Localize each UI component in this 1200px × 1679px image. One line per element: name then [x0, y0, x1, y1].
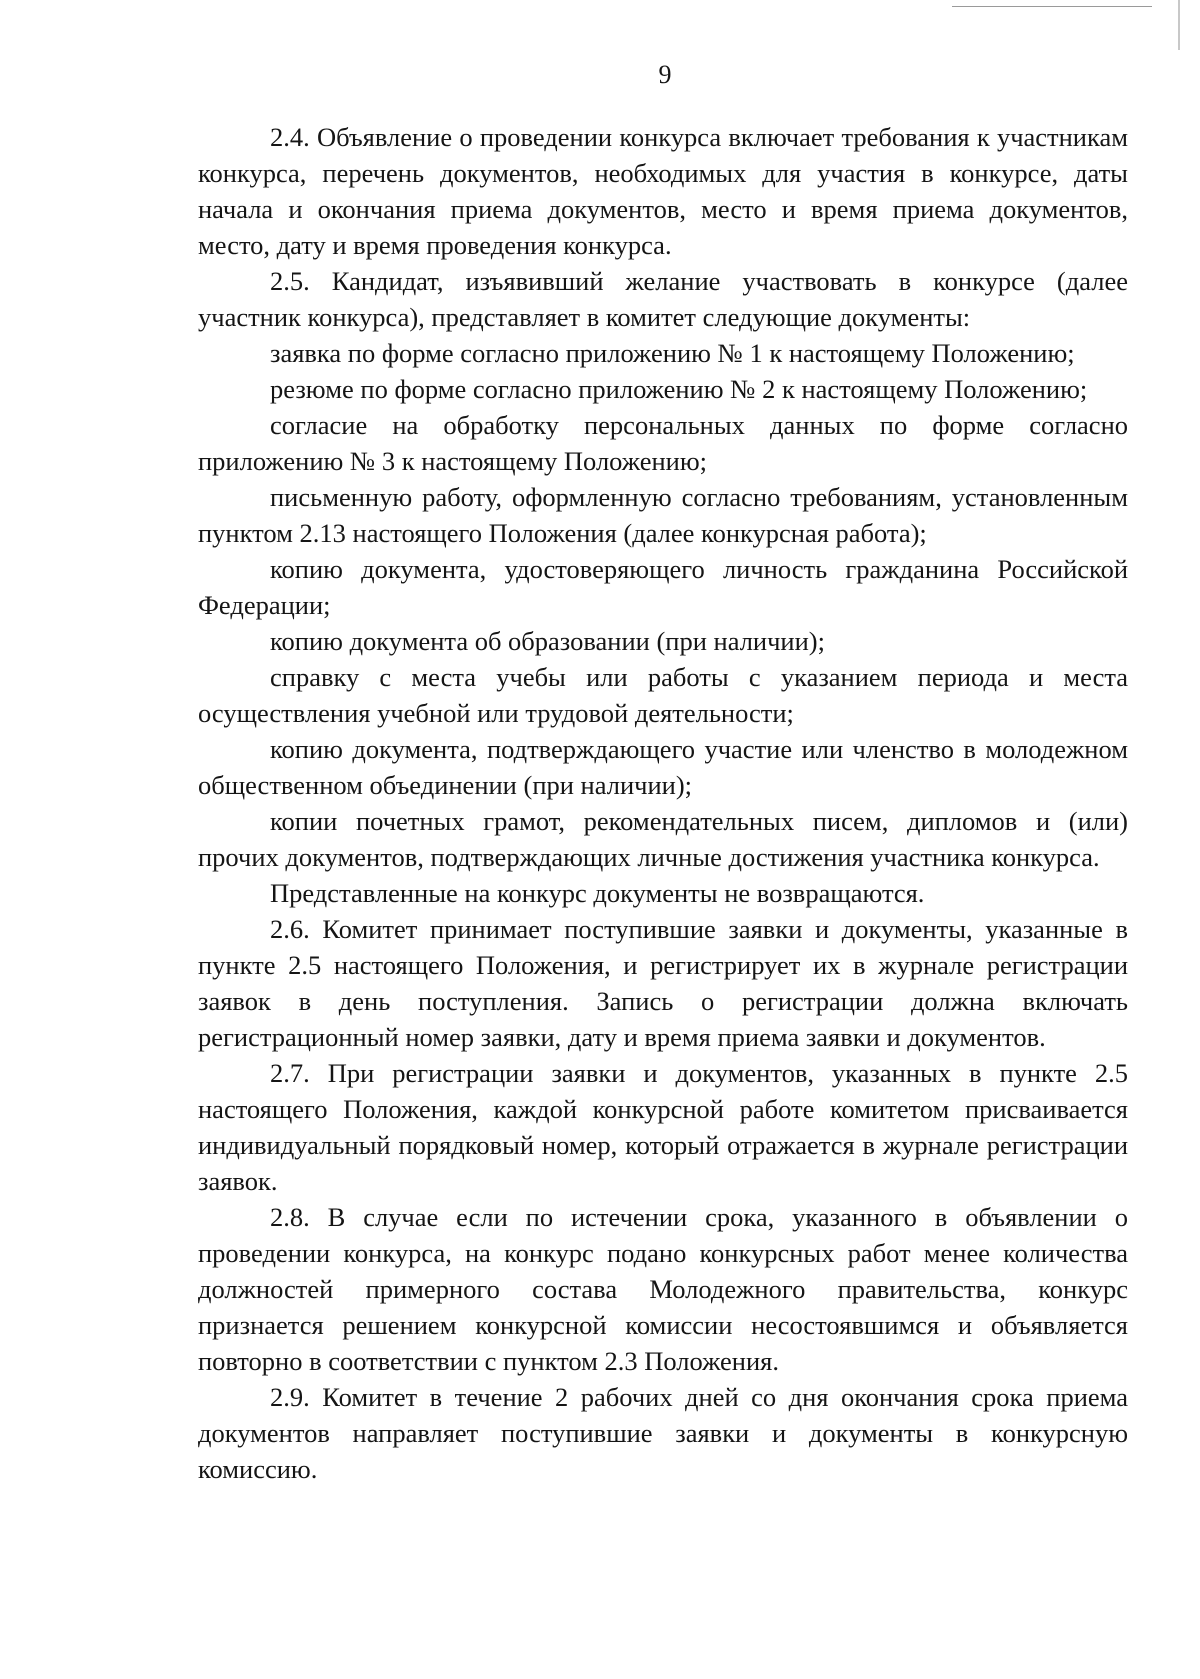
document-list-item: заявка по форме согласно приложению № 1 к настоящему Положению;: [270, 338, 1075, 368]
page-number: 9: [658, 60, 672, 89]
paragraph-2-5: 2.5. Кандидат, изъявивший желание участвовать в конкурсе (далее участник конкурса), представляет в комитет следующие документы:: [198, 266, 1128, 332]
document-list-item: копию документа, удостоверяющего личность гражданина Российской Федерации;: [198, 554, 1128, 620]
paragraph-2-8: 2.8. В случае если по истечении срока, указанного в объявлении о проведении конкурса, на конкурс подано конкурсных работ менее количества должностей примерного состава Молодежного правительства, конкурс признается решением конкурсной комиссии несостоявшимся и объявляется повторно в соответствии с пунктом 2.3 Положения.: [198, 1202, 1128, 1376]
top-scan-rule: [952, 6, 1152, 7]
paragraph-documents-not-returned: Представленные на конкурс документы не возвращаются.: [270, 878, 925, 908]
document-list-item: справку с места учебы или работы с указанием периода и места осуществления учебной или трудовой деятельности;: [198, 662, 1128, 728]
scan-edge-mark: [1178, 0, 1180, 50]
paragraph-2-7: 2.7. При регистрации заявки и документов, указанных в пункте 2.5 настоящего Положения, каждой конкурсной работе комитетом присваивается индивидуальный порядковый номер, который отражается в журнале регистрации заявок.: [198, 1058, 1128, 1196]
paragraph-2-6: 2.6. Комитет принимает поступившие заявки и документы, указанные в пункте 2.5 настоящего Положения, и регистрирует их в журнале регистрации заявок в день поступления. Запись о регистрации должна включать регистрационный номер заявки, дату и время приема заявки и документов.: [198, 914, 1128, 1052]
document-list-item: копии почетных грамот, рекомендательных писем, дипломов и (или) прочих документов, подтверждающих личные достижения участника конкурса.: [198, 806, 1128, 872]
document-list-item: копию документа об образовании (при наличии);: [270, 626, 825, 656]
document-list-item: письменную работу, оформленную согласно требованиям, установленным пунктом 2.13 настоящего Положения (далее конкурсная работа);: [198, 482, 1128, 548]
document-list-item: согласие на обработку персональных данных по форме согласно приложению № 3 к настоящему Положению;: [198, 410, 1128, 476]
document-list-item: копию документа, подтверждающего участие или членство в молодежном общественном объединении (при наличии);: [198, 734, 1128, 800]
document-list-item: резюме по форме согласно приложению № 2 к настоящему Положению;: [270, 374, 1088, 404]
document-body: [198, 119, 1128, 1487]
paragraph-2-4: 2.4. Объявление о проведении конкурса включает требования к участникам конкурса, перечень документов, необходимых для участия в конкурсе, даты начала и окончания приема документов, место и время приема документов, место, дату и время проведения конкурса.: [198, 122, 1128, 260]
paragraph-2-9: 2.9. Комитет в течение 2 рабочих дней со дня окончания срока приема документов направляет поступившие заявки и документы в конкурсную комиссию.: [198, 1382, 1128, 1484]
